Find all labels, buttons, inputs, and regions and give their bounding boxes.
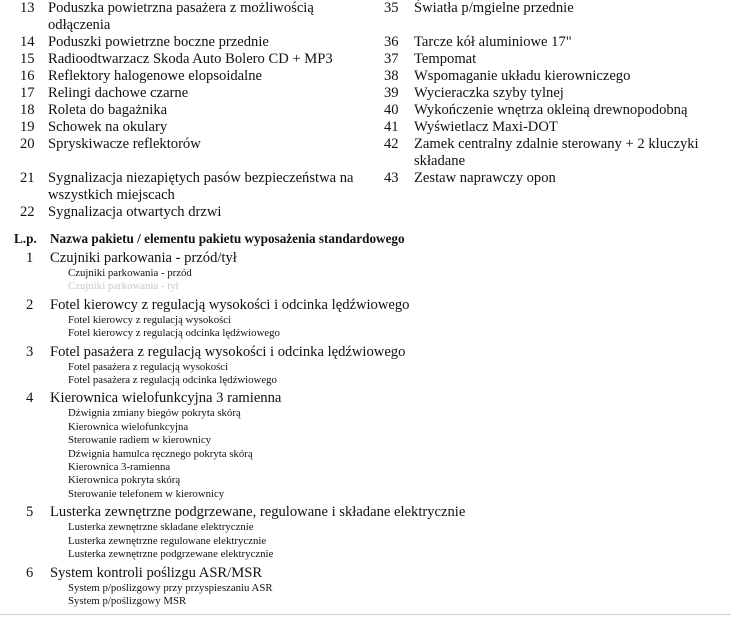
equipment-list-left bbox=[0, 0, 372, 221]
item-text: Wykończenie wnętrza okleiną drewnopodobną bbox=[414, 102, 688, 118]
package bbox=[0, 344, 731, 388]
package-title: Fotel pasażera z regulacją wysokości i odcinka lędźwiowego bbox=[50, 343, 406, 360]
package-element: Sterowanie telefonem w kierownicy bbox=[68, 487, 225, 500]
list-item bbox=[0, 119, 372, 136]
package-element: Kierownica wielofunkcyjna bbox=[68, 420, 189, 433]
item-number: 15 bbox=[20, 51, 35, 67]
list-item bbox=[372, 0, 731, 17]
package-title-row bbox=[0, 565, 731, 582]
list-item bbox=[372, 136, 731, 170]
package-element: Lusterka zewnętrzne składane elektrycznie bbox=[68, 521, 254, 534]
item-number: 42 bbox=[384, 136, 399, 152]
package-title-row bbox=[0, 504, 731, 521]
package-element: Fotel pasażera z regulacją odcinka lędźwiowego bbox=[68, 374, 277, 387]
item-number: 43 bbox=[384, 170, 399, 186]
spacer bbox=[372, 17, 731, 34]
item-text: Relingi dachowe czarne bbox=[48, 85, 189, 101]
package-element: System p/poślizgowy MSR bbox=[68, 594, 187, 607]
list-item bbox=[372, 170, 731, 187]
list-item bbox=[0, 204, 372, 221]
package-element: Dźwignia hamulca ręcznego pokryta skórą bbox=[68, 447, 253, 460]
item-text: Tarcze kół aluminiowe 17" bbox=[414, 34, 572, 50]
item-text: Reflektory halogenowe elopsoidalne bbox=[48, 68, 262, 84]
packages-section bbox=[0, 230, 731, 608]
list-item bbox=[372, 51, 731, 68]
package-title: Czujniki parkowania - przód/tył bbox=[50, 250, 237, 266]
packages-header-title: Nazwa pakietu / elementu pakietu wyposażenia standardowego bbox=[50, 231, 405, 246]
item-text: Zestaw naprawczy opon bbox=[414, 170, 556, 186]
item-number: 41 bbox=[384, 119, 399, 135]
equipment-list-right bbox=[372, 0, 731, 187]
page-bottom-border bbox=[0, 614, 731, 615]
package-number: 3 bbox=[26, 343, 34, 360]
item-number: 38 bbox=[384, 68, 399, 84]
item-text: Tempomat bbox=[414, 51, 477, 67]
list-item bbox=[372, 34, 731, 51]
package bbox=[0, 250, 731, 294]
package-element: Czujniki parkowania - przód bbox=[68, 267, 192, 279]
package-element: Fotel pasażera z regulacją wysokości bbox=[68, 360, 229, 373]
item-text: Sygnalizacja niezapiętych pasów bezpieczeństwa na wszystkich miejscach bbox=[48, 170, 354, 203]
item-number: 35 bbox=[384, 0, 399, 16]
package-title-row bbox=[0, 390, 731, 407]
item-number: 20 bbox=[20, 136, 35, 152]
item-text: Wycieraczka szyby tylnej bbox=[414, 85, 564, 101]
package-title: Lusterka zewnętrzne podgrzewane, regulowane i składane elektrycznie bbox=[50, 504, 466, 521]
list-item bbox=[0, 136, 372, 153]
item-number: 17 bbox=[20, 85, 35, 101]
package-element: Kierownica 3-ramienna bbox=[68, 461, 171, 474]
item-text: Radioodtwarzacz Skoda Auto Bolero CD + MP3 bbox=[48, 51, 333, 67]
list-item bbox=[0, 68, 372, 85]
item-number: 21 bbox=[20, 170, 35, 186]
package-number: 1 bbox=[26, 250, 34, 266]
item-text: Światła p/mgielne przednie bbox=[414, 0, 574, 16]
list-item bbox=[0, 85, 372, 102]
list-item bbox=[372, 102, 731, 119]
package-element: Lusterka zewnętrzne regulowane elektrycznie bbox=[68, 534, 267, 547]
package-element: Kierownica pokryta skórą bbox=[68, 474, 181, 487]
package-number: 5 bbox=[26, 504, 34, 521]
package bbox=[0, 390, 731, 501]
package-element: Lusterka zewnętrzne podgrzewane elektrycznie bbox=[68, 548, 274, 561]
item-text: Roleta do bagażnika bbox=[48, 102, 168, 118]
item-text: Poduszka powietrzna pasażera z możliwością odłączenia bbox=[48, 0, 314, 33]
list-item bbox=[0, 34, 372, 51]
package bbox=[0, 565, 731, 609]
package-element: Fotel kierowcy z regulacją wysokości bbox=[68, 313, 232, 326]
package-title-row bbox=[0, 344, 731, 361]
package-title-row bbox=[0, 250, 731, 267]
package-title: Kierownica wielofunkcyjna 3 ramienna bbox=[50, 390, 282, 407]
item-number: 19 bbox=[20, 119, 35, 135]
package-element: Czujniki parkowania - tył bbox=[68, 280, 179, 293]
package-element: Fotel kierowcy z regulacją odcinka lędźwiowego bbox=[68, 327, 280, 340]
list-item bbox=[0, 170, 372, 204]
package-number: 4 bbox=[26, 390, 34, 407]
lp-header: L.p. bbox=[14, 231, 37, 246]
item-number: 18 bbox=[20, 102, 35, 118]
spacer bbox=[0, 153, 372, 170]
item-number: 16 bbox=[20, 68, 35, 84]
item-text: Wyświetlacz Maxi-DOT bbox=[414, 119, 558, 135]
package bbox=[0, 297, 731, 341]
packages-header bbox=[0, 230, 731, 247]
package-number: 2 bbox=[26, 296, 34, 313]
package-element: System p/poślizgowy przy przyspieszaniu ASR bbox=[68, 581, 273, 594]
package-title-row bbox=[0, 297, 731, 314]
item-text: Schowek na okulary bbox=[48, 119, 168, 135]
list-item bbox=[372, 119, 731, 136]
package-title: Fotel kierowcy z regulacją wysokości i odcinka lędźwiowego bbox=[50, 296, 410, 313]
item-text: Spryskiwacze reflektorów bbox=[48, 136, 201, 152]
item-number: 14 bbox=[20, 34, 35, 50]
package-element: Dźwignia zmiany biegów pokryta skórą bbox=[68, 407, 241, 420]
item-number: 37 bbox=[384, 51, 399, 67]
item-number: 13 bbox=[20, 0, 35, 16]
item-number: 36 bbox=[384, 34, 399, 50]
item-text: Poduszki powietrzne boczne przednie bbox=[48, 34, 269, 50]
list-item bbox=[372, 68, 731, 85]
item-number: 22 bbox=[20, 204, 35, 220]
package-element: Sterowanie radiem w kierownicy bbox=[68, 434, 212, 447]
item-text: Wspomaganie układu kierowniczego bbox=[414, 68, 631, 84]
list-item bbox=[0, 0, 372, 34]
list-item bbox=[0, 102, 372, 119]
item-number: 40 bbox=[384, 102, 399, 118]
list-item bbox=[372, 85, 731, 102]
item-number: 39 bbox=[384, 85, 399, 101]
package-title: System kontroli poślizgu ASR/MSR bbox=[50, 564, 263, 581]
list-item bbox=[0, 51, 372, 68]
item-text: Sygnalizacja otwartych drzwi bbox=[48, 204, 222, 220]
item-text: Zamek centralny zdalnie sterowany + 2 kluczyki składane bbox=[414, 136, 699, 169]
package-number: 6 bbox=[26, 564, 34, 581]
package bbox=[0, 504, 731, 561]
